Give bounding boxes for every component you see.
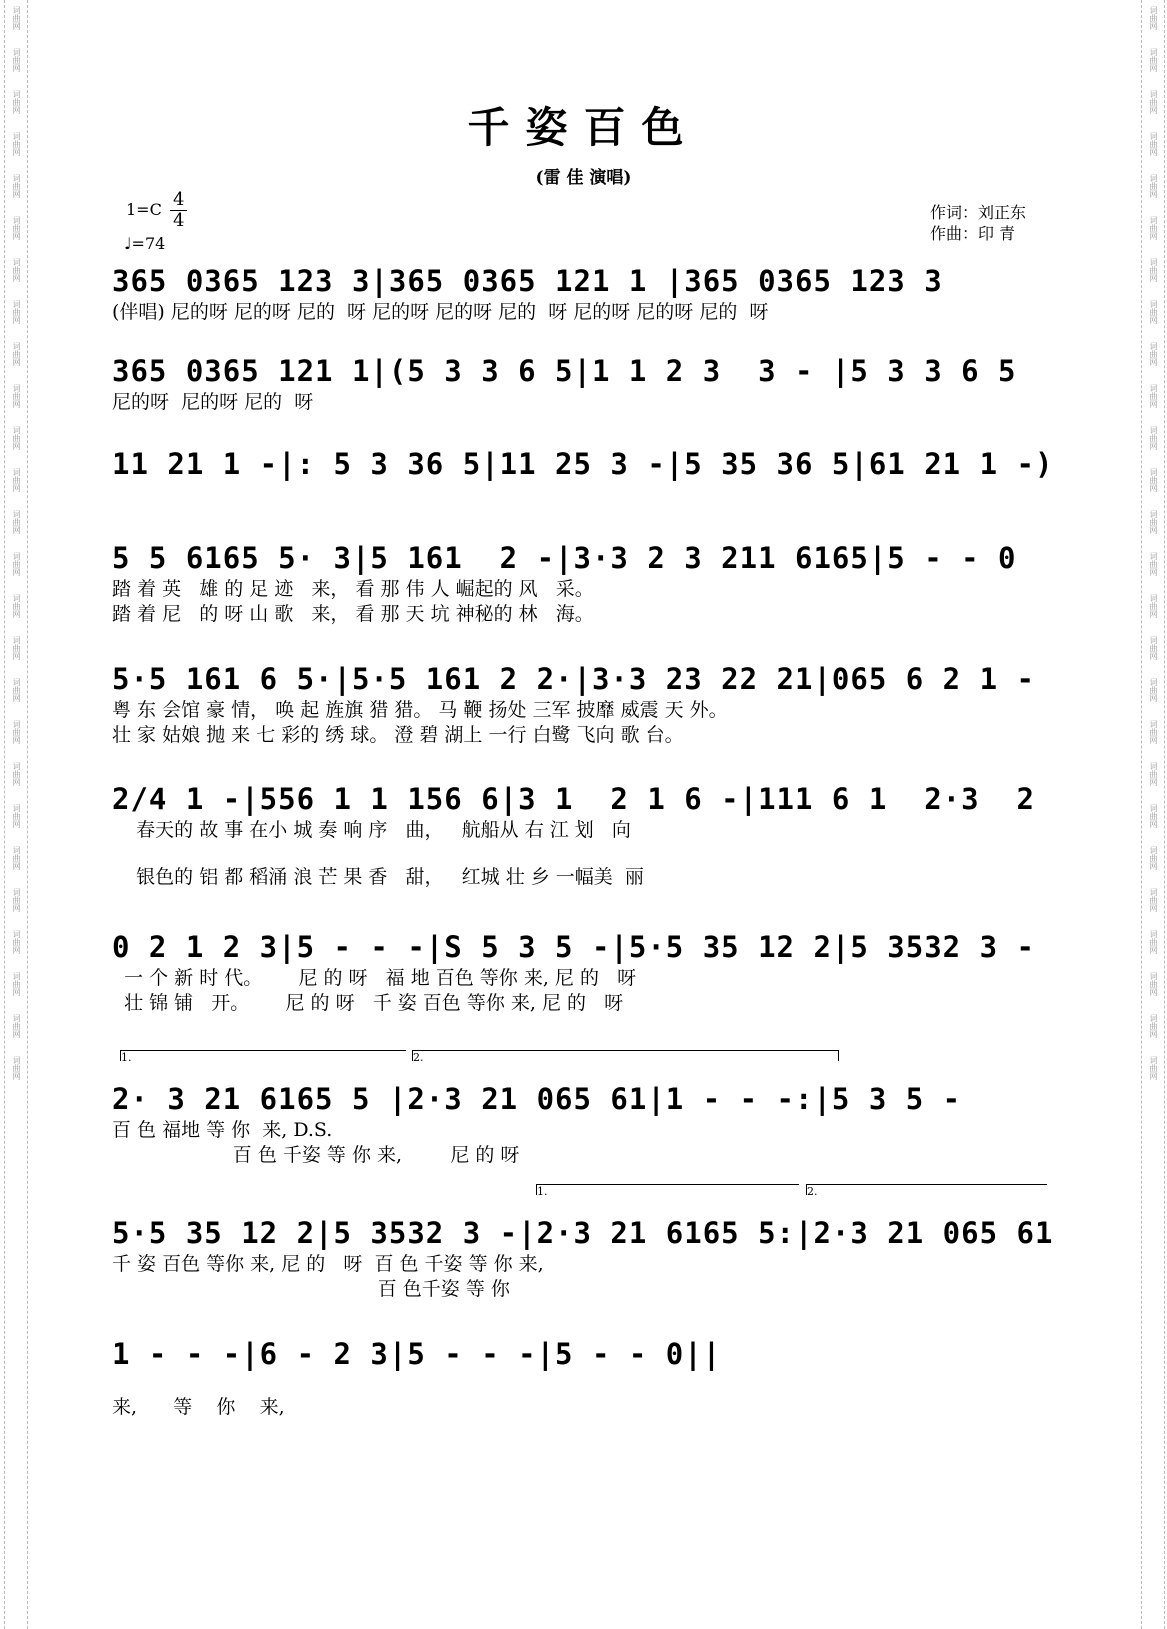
notation-line: 2/4 1 -|556 1 1 156 6|3 1 2 1 6 -|111 6 1 2·3 2 (112, 782, 1035, 816)
watermark-text: 词曲网 (1149, 216, 1158, 240)
lyrics-verse-1: 一 个 新 时 代。 尼 的 呀 福 地 百色 等你 来, 尼 的 呀 (112, 967, 637, 989)
score-system-5 (112, 660, 1077, 748)
lyricist-credit: 作词：刘正东 (930, 203, 1027, 222)
watermark-text: 词曲网 (12, 804, 21, 828)
lyrics-verse-2: 壮 家 姑娘 抛 来 七 彩的 绣 球。 澄 碧 湖上 一行 白鹭 飞向 歌 台。 (112, 724, 684, 746)
composer-credit: 作曲：印 青 (930, 224, 1016, 243)
watermark-text: 词曲网 (12, 1014, 21, 1038)
watermark-text: 词曲网 (12, 594, 21, 618)
watermark-text: 词曲网 (12, 426, 21, 450)
song-title: 千姿百色 (467, 103, 700, 152)
tempo-marking: ♩=74 (124, 234, 166, 253)
score-system-8 (112, 1080, 1077, 1168)
right-margin-watermark (1141, 0, 1165, 1629)
watermark-text: 词曲网 (12, 930, 21, 954)
lyrics-verse-1: 千 姿 百色 等你 来, 尼 的 呀 百 色 千姿 等 你 来, (112, 1253, 544, 1275)
left-margin-watermark (4, 0, 28, 1629)
lyrics-line: 来, 等 你 来, (112, 1396, 285, 1418)
watermark-text: 词曲网 (1149, 426, 1158, 450)
lyrics-verse-1: 踏 着 英 雄 的 足 迹 来， 看 那 伟 人 崛起的 风 采。 (112, 578, 594, 600)
lyrics-verse-2: 百 色千姿 等 你 (112, 1278, 510, 1300)
watermark-text: 词曲网 (12, 510, 21, 534)
credits (930, 202, 1026, 244)
watermark-text: 词曲网 (1149, 930, 1158, 954)
score-system-7 (112, 928, 1077, 1016)
watermark-text: 词曲网 (1149, 1056, 1158, 1080)
performer-line: (雷 佳 演唱) (535, 168, 632, 188)
notation-line: 365 0365 121 1|(5 3 3 6 5|1 1 2 3 3 - |5 3 3 6 5 (112, 354, 1017, 388)
watermark-text: 词曲网 (12, 300, 21, 324)
watermark-text: 词曲网 (12, 342, 21, 366)
lyrics-line: (伴唱) 尼的呀 尼的呀 尼的 呀 尼的呀 尼的呀 尼的 呀 尼的呀 尼的呀 尼的 呀 (112, 301, 769, 323)
lyrics-verse-2: 百 色 千姿 等 你 来, 尼 的 呀 (112, 1144, 520, 1166)
watermark-text: 词曲网 (1149, 678, 1158, 702)
first-ending-bracket: 1. (536, 1184, 799, 1195)
lyrics-verse-1: 百 色 福地 等 你 来, D.S. (112, 1119, 333, 1141)
watermark-text: 词曲网 (1149, 762, 1158, 786)
watermark-text: 词曲网 (1149, 468, 1158, 492)
lyrics-verse-2: 踏 着 尼 的 呀 山 歌 来， 看 那 天 坑 神秘的 林 海。 (112, 603, 594, 625)
watermark-text: 词曲网 (12, 552, 21, 576)
second-ending-bracket: 2. (806, 1184, 1047, 1195)
watermark-text: 词曲网 (1149, 846, 1158, 870)
watermark-text: 词曲网 (1149, 972, 1158, 996)
score-system-1 (112, 262, 1077, 325)
notation-line: 5·5 35 12 2|5 3532 3 -|2·3 21 6165 5:|2·3 21 065 61 (112, 1216, 1054, 1250)
watermark-text: 词曲网 (1149, 300, 1158, 324)
lyrics-line: 尼的呀 尼的呀 尼的 呀 (112, 391, 314, 413)
watermark-text: 词曲网 (1149, 90, 1158, 114)
time-signature (170, 190, 187, 231)
notation-line: 365 0365 123 3|365 0365 121 1 |365 0365 123 3 (112, 264, 943, 298)
notation-line: 11 21 1 -|: 5 3 36 5|11 25 3 -|5 35 36 5|61 21 1 -) (112, 447, 1054, 481)
watermark-text: 词曲网 (12, 258, 21, 282)
score-system-2 (112, 352, 1077, 415)
notation-line: 5·5 161 6 5·|5·5 161 2 2·|3·3 23 22 21|065 6 2 1 - (112, 662, 1035, 696)
watermark-text: 词曲网 (12, 48, 21, 72)
watermark-text: 词曲网 (1149, 132, 1158, 156)
score-system-4 (112, 539, 1077, 627)
lyrics-verse-2: 银色的 铝 都 稻涌 浪 芒 果 香 甜， 红城 壮 乡 一幅美 丽 (112, 866, 644, 888)
watermark-text: 词曲网 (12, 174, 21, 198)
score-system-6 (112, 780, 1077, 890)
watermark-text: 词曲网 (12, 972, 21, 996)
watermark-text: 词曲网 (1149, 594, 1158, 618)
watermark-text: 词曲网 (1149, 384, 1158, 408)
watermark-text: 词曲网 (1149, 174, 1158, 198)
watermark-text: 词曲网 (1149, 342, 1158, 366)
notation-line: 1 - - -|6 - 2 3|5 - - -|5 - - 0|| (112, 1337, 722, 1371)
lyrics-verse-2: 壮 锦 铺 开。 尼 的 呀 千 姿 百色 等你 来, 尼 的 呀 (112, 992, 624, 1014)
watermark-text: 词曲网 (1149, 552, 1158, 576)
watermark-text: 词曲网 (12, 678, 21, 702)
notation-line: 0 2 1 2 3|5 - - -|S 5 3 5 -|5·5 35 12 2|5 3532 3 - (112, 930, 1035, 964)
watermark-text: 词曲网 (12, 1056, 21, 1080)
watermark-text: 词曲网 (12, 216, 21, 240)
key-signature: 1=C (126, 200, 162, 219)
watermark-text: 词曲网 (1149, 636, 1158, 660)
watermark-text: 词曲网 (12, 132, 21, 156)
watermark-text: 词曲网 (1149, 888, 1158, 912)
notation-line: 5 5 6165 5· 3|5 161 2 -|3·3 2 3 211 6165|5 - - 0 (112, 541, 1017, 575)
watermark-text: 词曲网 (12, 720, 21, 744)
watermark-text: 词曲网 (1149, 258, 1158, 282)
watermark-text: 词曲网 (12, 762, 21, 786)
watermark-text: 词曲网 (1149, 804, 1158, 828)
time-signature-bottom: 4 (173, 210, 185, 231)
lyrics-verse-1: 粤 东 会馆 豪 情， 唤 起 旌旗 猎 猎。 马 鞭 扬处 三军 披靡 威震 天 外。 (112, 699, 728, 721)
watermark-text: 词曲网 (12, 468, 21, 492)
watermark-text: 词曲网 (12, 888, 21, 912)
watermark-text: 词曲网 (1149, 6, 1158, 30)
watermark-text: 词曲网 (12, 384, 21, 408)
first-ending-bracket: 1. (120, 1050, 406, 1061)
score-system-9 (112, 1214, 1077, 1302)
watermark-text: 词曲网 (12, 6, 21, 30)
lyrics-verse-1: 春天的 故 事 在小 城 奏 响 序 曲， 航船从 右 江 划 向 (112, 819, 631, 841)
score-system-10 (112, 1335, 1077, 1420)
time-signature-top: 4 (170, 190, 187, 211)
watermark-text: 词曲网 (1149, 510, 1158, 534)
watermark-text: 词曲网 (12, 636, 21, 660)
notation-line: 2· 3 21 6165 5 |2·3 21 065 61|1 - - -:|5 3 5 - (112, 1082, 962, 1116)
second-ending-bracket: 2. (412, 1050, 839, 1061)
watermark-text: 词曲网 (1149, 720, 1158, 744)
watermark-text: 词曲网 (12, 90, 21, 114)
watermark-text: 词曲网 (1149, 1014, 1158, 1038)
watermark-text: 词曲网 (12, 846, 21, 870)
watermark-text: 词曲网 (1149, 48, 1158, 72)
score-system-3 (112, 445, 1077, 483)
